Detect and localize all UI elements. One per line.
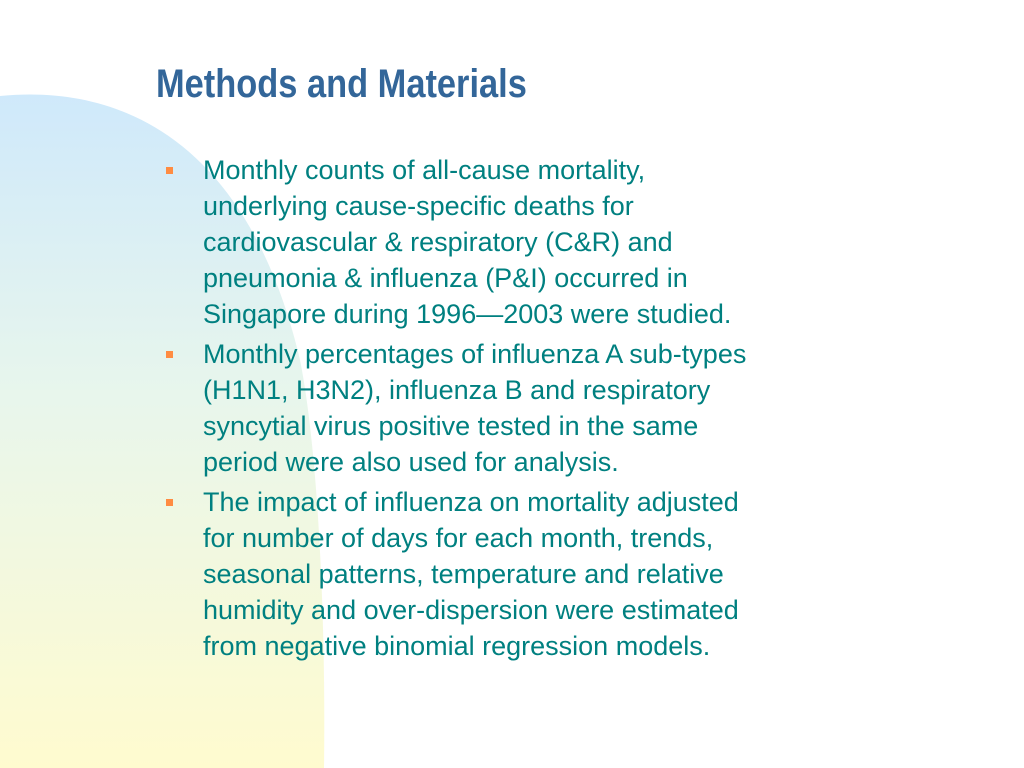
bullet-text-line: The impact of influenza on mortality adjusted	[203, 487, 739, 517]
square-bullet-icon	[166, 167, 173, 174]
bullet-list	[166, 152, 886, 668]
bullet-item	[166, 152, 886, 332]
bullet-item	[166, 336, 886, 480]
bullet-text-line: period were also used for analysis.	[203, 447, 619, 477]
bullet-text-line: humidity and over-dispersion were estimated	[203, 595, 739, 625]
bullet-text-line: Singapore during 1996—2003 were studied.	[203, 299, 732, 329]
bullet-text-line: pneumonia & influenza (P&I) occurred in	[203, 263, 688, 293]
bullet-text-line: syncytial virus positive tested in the same	[203, 411, 699, 441]
slide-title: Methods and Materials	[156, 62, 527, 106]
bullet-item	[166, 484, 886, 664]
bullet-text-line: (H1N1, H3N2), influenza B and respiratory	[203, 375, 711, 405]
square-bullet-icon	[166, 351, 173, 358]
bullet-text-line: from negative binomial regression models.	[203, 631, 711, 661]
bullet-text-line: seasonal patterns, temperature and relative	[203, 559, 724, 589]
bullet-text-line: underlying cause-specific deaths for	[203, 191, 634, 221]
bullet-text-line: Monthly counts of all-cause mortality,	[203, 155, 646, 185]
bullet-text-line: Monthly percentages of influenza A sub-types	[203, 339, 747, 369]
bullet-text-line: cardiovascular & respiratory (C&R) and	[203, 227, 673, 257]
bullet-text-line: for number of days for each month, trends,	[203, 523, 714, 553]
square-bullet-icon	[166, 499, 173, 506]
